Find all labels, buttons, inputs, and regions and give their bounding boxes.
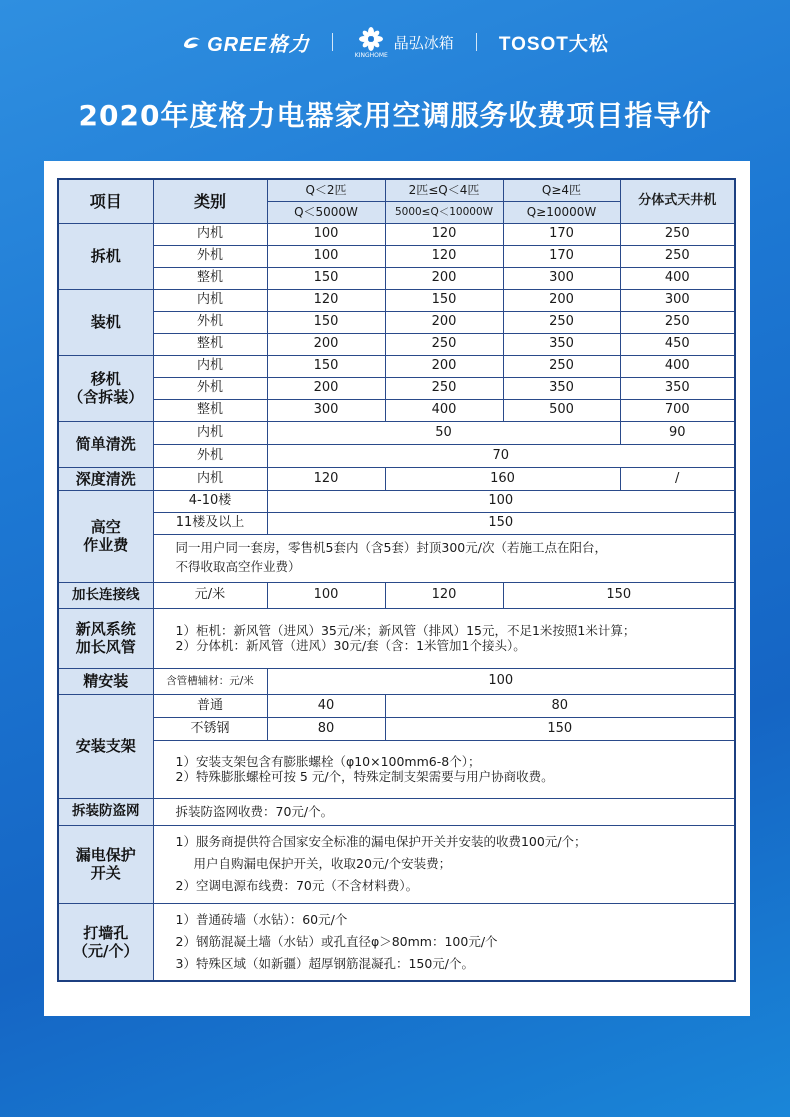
header-col1-top: Q＜2匹 — [267, 179, 385, 201]
section-move — [58, 355, 153, 421]
kinghome-logo — [355, 26, 454, 59]
section-high-altitude-sublabel: 作业费 — [83, 536, 129, 554]
category-cell: 内机 — [153, 355, 267, 377]
table-row — [58, 223, 735, 245]
note-cell — [153, 825, 735, 903]
table-row — [58, 355, 735, 377]
section-install: 装机 — [58, 289, 153, 355]
note-line: 2）分体机：新风管（进风）30元/套（含：1米管加1个接头）。 — [175, 638, 526, 653]
note-line: 1）安装支架包含有膨胀螺栓（φ10×100mm6-8个）； — [175, 754, 481, 769]
kinghome-logo-text: 晶弘冰箱 — [393, 33, 454, 52]
price-cell: 400 — [385, 399, 503, 421]
price-cell: 250 — [385, 377, 503, 399]
price-cell: 150 — [267, 512, 735, 534]
price-cell: 150 — [503, 582, 735, 608]
header-item: 项目 — [58, 179, 153, 223]
table-header-row — [58, 179, 735, 201]
note-cell — [153, 608, 735, 668]
table-row — [58, 421, 735, 444]
note-cell — [153, 534, 735, 582]
table-row — [58, 798, 735, 825]
header-col4: 分体式天井机 — [620, 179, 735, 223]
category-cell: 元/米 — [153, 582, 267, 608]
price-cell: 120 — [385, 223, 503, 245]
section-wall-hole-sublabel: （元/个） — [73, 941, 139, 960]
table-row — [58, 825, 735, 903]
category-cell: 整机 — [153, 333, 267, 355]
note-line: 3）特殊区域（如新疆）超厚钢筋混凝孔：150元/个。 — [175, 955, 475, 971]
note-line: 2）钢筋混凝土墙（水钻）或孔直径φ＞80mm：100元/个 — [175, 933, 498, 949]
note-cell — [153, 903, 735, 981]
section-fresh-air-label: 新风系统 — [75, 620, 136, 638]
price-cell: 100 — [267, 668, 735, 694]
category-cell: 外机 — [153, 377, 267, 399]
price-cell: 400 — [620, 355, 735, 377]
price-cell: 120 — [267, 467, 385, 490]
category-cell: 普通 — [153, 694, 267, 717]
price-cell: 400 — [620, 267, 735, 289]
price-cell: 250 — [385, 333, 503, 355]
table-row — [58, 740, 735, 798]
price-cell: 40 — [267, 694, 385, 717]
table-row — [58, 534, 735, 582]
section-high-altitude — [58, 490, 153, 582]
category-cell: 含管槽辅材：元/米 — [153, 668, 267, 694]
category-cell: 内机 — [153, 223, 267, 245]
price-cell: 100 — [267, 490, 735, 512]
table-row — [58, 467, 735, 490]
price-panel — [44, 161, 750, 1016]
section-extension-pipe: 加长连接线 — [58, 582, 153, 608]
price-cell: 150 — [267, 355, 385, 377]
kinghome-flower-icon — [358, 26, 384, 52]
table-row — [58, 245, 735, 267]
table-row — [58, 512, 735, 534]
price-cell: 90 — [620, 421, 735, 444]
price-cell: 160 — [385, 467, 620, 490]
category-cell: 不锈钢 — [153, 717, 267, 740]
price-cell: 200 — [267, 377, 385, 399]
category-cell: 外机 — [153, 444, 267, 467]
section-move-label: 移机 — [90, 370, 121, 388]
price-cell: 250 — [620, 311, 735, 333]
section-fresh-air — [58, 608, 153, 668]
price-cell: 300 — [267, 399, 385, 421]
category-cell: 11楼及以上 — [153, 512, 267, 534]
note-line: 1）普通砖墙（水钻）：60元/个 — [175, 911, 348, 927]
section-high-altitude-label: 高空 — [90, 518, 121, 536]
section-dismantle: 拆机 — [58, 223, 153, 289]
note-line: 2）空调电源布线费：70元（不含材料费）。 — [175, 877, 419, 893]
price-cell: 300 — [503, 267, 620, 289]
brand-divider — [476, 33, 477, 51]
brand-divider — [332, 33, 333, 51]
price-cell: 500 — [503, 399, 620, 421]
section-leakage-label: 漏电保护 — [75, 846, 136, 864]
category-cell: 外机 — [153, 311, 267, 333]
section-simple-clean: 简单清洗 — [58, 421, 153, 467]
price-cell: 100 — [267, 245, 385, 267]
section-move-sublabel: （含拆装） — [68, 388, 144, 406]
section-deep-clean: 深度清洗 — [58, 467, 153, 490]
gree-swirl-icon — [181, 34, 203, 50]
header-col2-top: 2匹≤Q＜4匹 — [385, 179, 503, 201]
price-cell: 150 — [267, 311, 385, 333]
table-row — [58, 333, 735, 355]
brand-bar — [0, 22, 790, 62]
section-fresh-air-sublabel: 加长风管 — [75, 638, 136, 656]
price-cell: 120 — [267, 289, 385, 311]
table-row — [58, 399, 735, 421]
note-cell: 拆装防盗网收费：70元/个。 — [153, 798, 735, 825]
price-cell: 100 — [267, 582, 385, 608]
price-cell: 50 — [267, 421, 620, 444]
table-row — [58, 267, 735, 289]
price-table — [57, 178, 736, 982]
table-row — [58, 903, 735, 981]
price-cell: 250 — [620, 223, 735, 245]
price-cell: 150 — [385, 289, 503, 311]
note-line: 同一用户同一套房，零售机5套内（含5套）封顶300元/次（若施工点在阳台， — [175, 540, 607, 556]
price-cell: 100 — [267, 223, 385, 245]
table-row — [58, 717, 735, 740]
note-cell — [153, 740, 735, 798]
gree-logo — [181, 28, 310, 57]
table-row — [58, 289, 735, 311]
table-row — [58, 311, 735, 333]
header-col1-bottom: Q＜5000W — [267, 201, 385, 223]
price-cell: 80 — [267, 717, 385, 740]
table-row — [58, 582, 735, 608]
price-cell: 170 — [503, 245, 620, 267]
category-cell: 整机 — [153, 399, 267, 421]
gree-logo-text: GREE格力 — [207, 33, 310, 56]
note-line: 2）特殊膨胀螺栓可按 5 元/个，特殊定制支架需要与用户协商收费。 — [175, 769, 554, 784]
note-line: 1）柜机：新风管（进风）35元/米；新风管（排风）15元，不足1米按照1米计算； — [175, 623, 636, 638]
price-cell: 70 — [267, 444, 735, 467]
page-title: 2020年度格力电器家用空调服务收费项目指导价 — [78, 99, 712, 132]
table-row — [58, 608, 735, 668]
table-row — [58, 377, 735, 399]
price-cell: 200 — [503, 289, 620, 311]
price-cell: / — [620, 467, 735, 490]
section-leakage — [58, 825, 153, 903]
price-cell: 350 — [503, 333, 620, 355]
section-anti-theft: 拆装防盗网 — [58, 798, 153, 825]
price-cell: 200 — [267, 333, 385, 355]
table-row — [58, 694, 735, 717]
price-cell: 150 — [385, 717, 735, 740]
category-cell: 4-10楼 — [153, 490, 267, 512]
price-cell: 700 — [620, 399, 735, 421]
header-col2-bottom: 5000≤Q＜10000W — [385, 201, 503, 223]
note-line: 不得收取高空作业费） — [175, 559, 301, 574]
table-row — [58, 490, 735, 512]
category-cell: 整机 — [153, 267, 267, 289]
header-col3-bottom: Q≥10000W — [503, 201, 620, 223]
price-cell: 200 — [385, 311, 503, 333]
table-row — [58, 444, 735, 467]
kinghome-en-text: KINGHOME — [354, 51, 388, 59]
header-category: 类别 — [153, 179, 267, 223]
category-cell: 内机 — [153, 467, 267, 490]
price-cell: 120 — [385, 582, 503, 608]
price-cell: 250 — [503, 355, 620, 377]
tosot-logo: TOSOT大松 — [498, 33, 609, 55]
price-cell: 170 — [503, 223, 620, 245]
price-cell: 150 — [267, 267, 385, 289]
price-cell: 200 — [385, 267, 503, 289]
category-cell: 内机 — [153, 421, 267, 444]
section-leakage-sublabel: 开关 — [90, 864, 121, 882]
section-wall-hole — [58, 903, 153, 981]
table-row — [58, 668, 735, 694]
category-cell: 内机 — [153, 289, 267, 311]
price-cell: 350 — [620, 377, 735, 399]
price-cell: 450 — [620, 333, 735, 355]
header-col3-top: Q≥4匹 — [503, 179, 620, 201]
price-cell: 350 — [503, 377, 620, 399]
price-cell: 250 — [503, 311, 620, 333]
price-cell: 250 — [620, 245, 735, 267]
price-cell: 80 — [385, 694, 735, 717]
section-bracket: 安装支架 — [58, 694, 153, 798]
note-line: 1）服务商提供符合国家安全标准的漏电保护开关并安装的收费100元/个； — [175, 834, 587, 850]
category-cell: 外机 — [153, 245, 267, 267]
price-cell: 300 — [620, 289, 735, 311]
section-wall-hole-label: 打墙孔 — [83, 923, 129, 942]
note-line: 用户自购漏电保护开关，收取20元/个安装费； — [193, 856, 452, 872]
price-cell: 200 — [385, 355, 503, 377]
section-fine-install: 精安装 — [58, 668, 153, 694]
price-cell: 120 — [385, 245, 503, 267]
